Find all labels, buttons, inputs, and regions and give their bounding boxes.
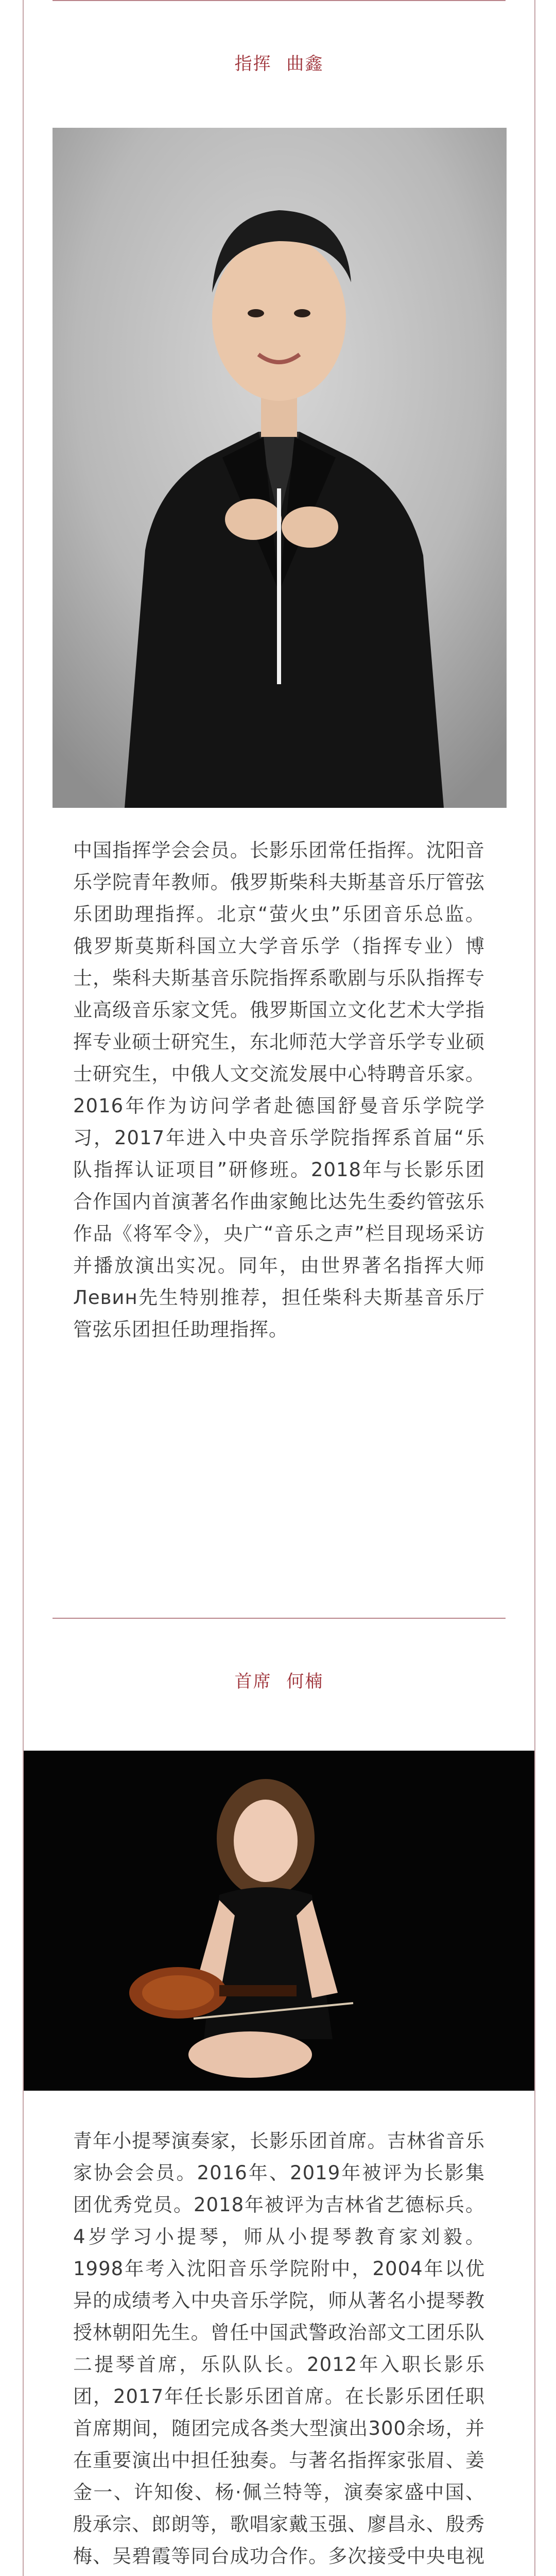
- section-2-bio: 青年小提琴演奏家，长影乐团首席。吉林省音乐家协会会员。2016年、2019年被评为长影集团优秀党员。2018年被评为吉林省艺德标兵。4岁学习小提琴，师从小提琴教育家刘毅。1998年考入沈阳音乐学院附中，2004年以优异的成绩考入中央音乐学院，师从著名小提琴教授林朝阳先生。曾任中国武警政治部文工团乐队二提琴首席，乐队队长。2012年入职长影乐团，2017年任长影乐团首席。在长影乐团任职首席期间，随团完成各类大型演出300余场，并在重要演出中担任独奏。与著名指挥家张眉、姜金一、许知俊、杨·佩兰特等，演奏家盛中国、殷承宗、郎朗等，歌唱家戴玉强、廖昌永、殷秀梅、吴碧霞等同台成功合作。多次接受中央电视: [73, 2130, 485, 2567]
- section-1-role: 指挥: [234, 54, 272, 74]
- section-1-title: [24, 49, 534, 75]
- top-divider: [53, 0, 506, 1]
- violinist-photo: [24, 1751, 534, 2091]
- section-1-name: 曲鑫: [286, 54, 324, 74]
- section-2-role: 首席: [234, 1671, 272, 1692]
- section-2-title: [24, 1667, 534, 1692]
- section-1-bio: 中国指挥学会会员。长影乐团常任指挥。沈阳音乐学院青年教师。俄罗斯柴科夫斯基音乐厅管弦乐团助理指挥。北京“萤火虫”乐团音乐总监。俄罗斯莫斯科国立大学音乐学（指挥专业）博士，柴科夫斯基音乐院指挥系歌剧与乐队指挥专业高级音乐家文凭。俄罗斯国立文化艺术大学指挥专业硕士研究生，东北师范大学音乐学专业硕士研究生，中俄人文交流发展中心特聘音乐家。2016年作为访问学者赴德国舒曼音乐学院学习，2017年进入中央音乐学院指挥系首届“乐队指挥认证项目”研修班。2018年与长影乐团合作国内首演著名作曲家鲍比达先生委约管弦乐作品《将军令》，央广“音乐之声”栏目现场采访并播放演出实况。同年，由世界著名指挥大师Левин先生特别推荐，担任柴科夫斯基音乐厅管弦乐团担任助理指挥。: [73, 839, 485, 1341]
- section-2-name: 何楠: [286, 1671, 324, 1692]
- conductor-photo: [53, 128, 507, 808]
- page-frame: [23, 0, 535, 2576]
- section-2-divider: [53, 1618, 506, 1619]
